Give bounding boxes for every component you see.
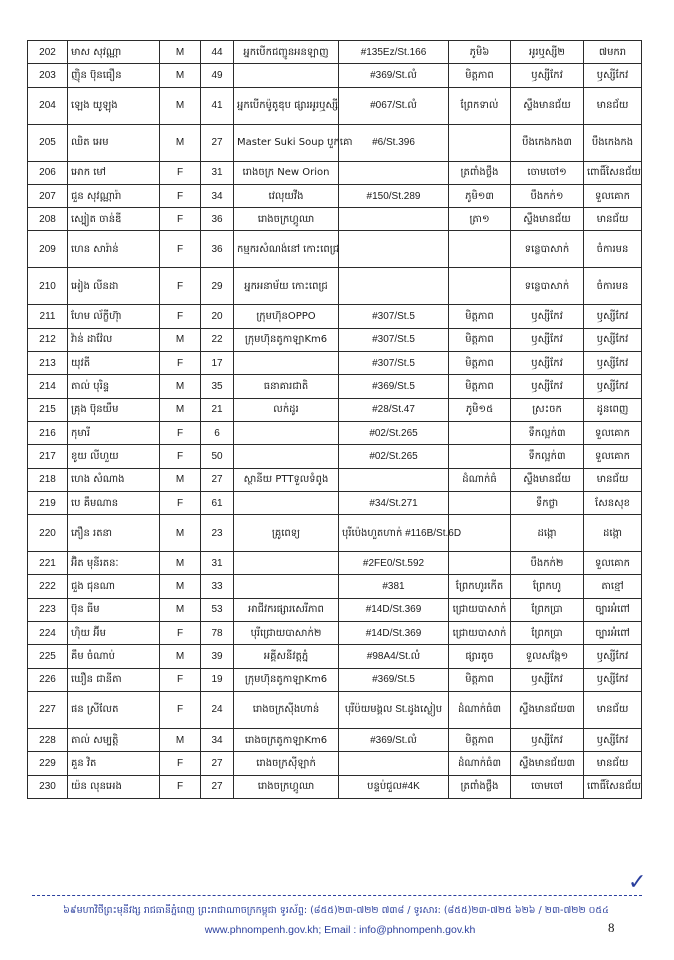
workplace-cell xyxy=(234,552,339,575)
commune-cell: បឹងកេងកង៣ xyxy=(511,124,584,161)
district-cell: សែនសុខ xyxy=(584,491,642,514)
age-cell: 19 xyxy=(201,668,234,691)
sex-cell: F xyxy=(160,305,201,328)
table-row xyxy=(28,184,642,207)
age-cell: 53 xyxy=(201,598,234,621)
house-address-cell xyxy=(339,208,449,231)
village-cell: ព្រែកទាល់ xyxy=(449,87,511,124)
page-number: 8 xyxy=(608,920,615,935)
house-address-cell: #14D/St.369 xyxy=(339,622,449,645)
age-cell: 36 xyxy=(201,231,234,268)
village-cell: មិត្តភាព xyxy=(449,375,511,398)
district-cell: តាខ្មៅ xyxy=(584,575,642,598)
table-row xyxy=(28,305,642,328)
district-cell: ពោធិ៍សែនជ័យ xyxy=(584,775,642,798)
table-row xyxy=(28,124,642,161)
workplace-cell xyxy=(234,352,339,375)
village-cell: ត្រពាំងថ្លឹង xyxy=(449,161,511,184)
table-row xyxy=(28,515,642,552)
table-row xyxy=(28,622,642,645)
village-cell: មិត្តភាព xyxy=(449,328,511,351)
house-address-cell: #98A4/St.លំ xyxy=(339,645,449,668)
age-cell: 31 xyxy=(201,552,234,575)
sex-cell: M xyxy=(160,375,201,398)
sex-cell: F xyxy=(160,622,201,645)
table-row xyxy=(28,691,642,728)
table-row xyxy=(28,352,642,375)
row-number: 209 xyxy=(28,231,68,268)
district-cell: ឫស្សីកែវ xyxy=(584,375,642,398)
commune-cell: ស្ទឹងមានជ័យ៣ xyxy=(511,752,584,775)
commune-cell: អូរឬស្សី២ xyxy=(511,41,584,64)
workplace-cell: ក្រុមហ៊ុនតូកាឡាKm6 xyxy=(234,668,339,691)
house-address-cell: #369/St.5 xyxy=(339,668,449,691)
case-list-table xyxy=(27,40,642,799)
workplace-cell xyxy=(234,575,339,598)
person-name: វ៉ាន់ ដាវ៉ែល xyxy=(68,328,160,351)
house-address-cell: #307/St.5 xyxy=(339,305,449,328)
district-cell: ទួលគោក xyxy=(584,552,642,575)
house-address-cell xyxy=(339,468,449,491)
age-cell: 6 xyxy=(201,421,234,444)
row-number: 225 xyxy=(28,645,68,668)
house-address-cell: #369/St.លំ xyxy=(339,728,449,751)
village-cell: ដំណាក់ធំ xyxy=(449,468,511,491)
age-cell: 17 xyxy=(201,352,234,375)
row-number: 215 xyxy=(28,398,68,421)
village-cell: ភូមិ១៣ xyxy=(449,184,511,207)
sex-cell: F xyxy=(160,752,201,775)
workplace-cell: វេលុយវីង xyxy=(234,184,339,207)
sex-cell: M xyxy=(160,468,201,491)
district-cell: ទួលគោក xyxy=(584,445,642,468)
table-row xyxy=(28,775,642,798)
village-cell xyxy=(449,231,511,268)
house-address-cell: #02/St.265 xyxy=(339,445,449,468)
workplace-cell: អ្នកបើកម៉ូតូឌុប ផ្សារអូរឬស្សី xyxy=(234,87,339,124)
footer-address: ៦៩មហាវិថីព្រះមុនីវង្ស រាជធានីភ្នំពេញ ព្រះរាជាណាចក្រកម្ពុជា ទូរស័ព្ទ: (៨៥៥)២៣-៧២២ ៧៣៨ / ទូរសារ: (៨៥៥)២៣-៧២៥ ៦២៦ / ២៣-៧២២ ០៥៤ xyxy=(63,905,609,916)
person-name: គួន វិត xyxy=(68,752,160,775)
workplace-cell: រោងចក្រហ្គូឈា xyxy=(234,208,339,231)
sex-cell: F xyxy=(160,231,201,268)
table-row xyxy=(28,668,642,691)
house-address-cell: #381 xyxy=(339,575,449,598)
district-cell: ទួលគោក xyxy=(584,184,642,207)
sex-cell: F xyxy=(160,445,201,468)
person-name: យ៉ន លុនអេង xyxy=(68,775,160,798)
row-number: 216 xyxy=(28,421,68,444)
district-cell: ចំការមន xyxy=(584,268,642,305)
sex-cell: F xyxy=(160,268,201,305)
workplace-cell: ក្រុមហ៊ុនOPPO xyxy=(234,305,339,328)
row-number: 218 xyxy=(28,468,68,491)
sex-cell: F xyxy=(160,491,201,514)
village-cell: មិត្តភាព xyxy=(449,305,511,328)
village-cell xyxy=(449,268,511,305)
house-address-cell: #369/St.លំ xyxy=(339,64,449,87)
person-name: ហែម ល័ក្ខីហ៊ុា xyxy=(68,305,160,328)
age-cell: 39 xyxy=(201,645,234,668)
workplace-cell xyxy=(234,64,339,87)
house-address-cell xyxy=(339,231,449,268)
person-name: ជួន សុវណ្ណារ៉ា xyxy=(68,184,160,207)
village-cell xyxy=(449,552,511,575)
sex-cell: F xyxy=(160,668,201,691)
workplace-cell: ស្ថានីយ PTTទួលទំពូង xyxy=(234,468,339,491)
row-number: 204 xyxy=(28,87,68,124)
village-cell: ជ្រោយបាសាក់ xyxy=(449,598,511,621)
village-cell: ភូមិ៦ xyxy=(449,41,511,64)
village-cell: ព្រែកហូរកើត xyxy=(449,575,511,598)
district-cell: ចំការមន xyxy=(584,231,642,268)
commune-cell: ព្រែកហូ xyxy=(511,575,584,598)
sex-cell: M xyxy=(160,515,201,552)
age-cell: 22 xyxy=(201,328,234,351)
footer-website: www.phnompenh.gov.kh; Email : info@phnompenh.gov.kh xyxy=(204,924,476,936)
person-name: ហ៊ិយ អ៊ីម xyxy=(68,622,160,645)
person-name: ផន ស្រីលែត xyxy=(68,691,160,728)
person-name: តាល់ សម្បត្តិ xyxy=(68,728,160,751)
commune-cell: ទន្លេបាសាក់ xyxy=(511,231,584,268)
table-row xyxy=(28,328,642,351)
person-name: កុមារី xyxy=(68,421,160,444)
village-cell: ជ្រោយបាសាក់ xyxy=(449,622,511,645)
village-cell: ត្រពាំងថ្លឹង xyxy=(449,775,511,798)
district-cell: ឫស្សីកែវ xyxy=(584,352,642,375)
house-address-cell: #135Ez/St.166 xyxy=(339,41,449,64)
table-row xyxy=(28,598,642,621)
sex-cell: M xyxy=(160,552,201,575)
person-name: យុវតី xyxy=(68,352,160,375)
commune-cell: ទន្លេបាសាក់ xyxy=(511,268,584,305)
house-address-cell: #6/St.396 xyxy=(339,124,449,161)
age-cell: 34 xyxy=(201,184,234,207)
house-address-cell: #2FE0/St.592 xyxy=(339,552,449,575)
age-cell: 23 xyxy=(201,515,234,552)
commune-cell: ឫស្សីកែវ xyxy=(511,728,584,751)
age-cell: 33 xyxy=(201,575,234,598)
district-cell: ដូនពេញ xyxy=(584,398,642,421)
commune-cell: ឫស្សីកែវ xyxy=(511,64,584,87)
age-cell: 27 xyxy=(201,752,234,775)
commune-cell: ព្រែកប្រា xyxy=(511,598,584,621)
age-cell: 41 xyxy=(201,87,234,124)
district-cell: មានជ័យ xyxy=(584,691,642,728)
person-name: គឹម ចំណាប់ xyxy=(68,645,160,668)
person-name: គ្រុង ប៊ុនយឹម xyxy=(68,398,160,421)
commune-cell: ចោមចៅ១ xyxy=(511,161,584,184)
row-number: 203 xyxy=(28,64,68,87)
row-number: 217 xyxy=(28,445,68,468)
district-cell: មានជ័យ xyxy=(584,468,642,491)
table-row xyxy=(28,552,642,575)
district-cell: ច្បារអំពៅ xyxy=(584,598,642,621)
table-row xyxy=(28,208,642,231)
age-cell: 27 xyxy=(201,124,234,161)
workplace-cell: អគ្គីសនីវត្តភ្នំ xyxy=(234,645,339,668)
table-row xyxy=(28,575,642,598)
village-cell xyxy=(449,421,511,444)
table-row xyxy=(28,375,642,398)
sex-cell: F xyxy=(160,184,201,207)
person-name: មាស សុវណ្ណា xyxy=(68,41,160,64)
house-address-cell xyxy=(339,161,449,184)
village-cell: ភូមិ១៥ xyxy=(449,398,511,421)
commune-cell: ស្រះចក xyxy=(511,398,584,421)
sex-cell: F xyxy=(160,161,201,184)
workplace-cell: រោងចក្រស៊ីឡាក់ xyxy=(234,752,339,775)
commune-cell: ឫស្សីកែវ xyxy=(511,352,584,375)
table-row xyxy=(28,491,642,514)
village-cell xyxy=(449,445,511,468)
footer-divider xyxy=(32,895,642,896)
row-number: 207 xyxy=(28,184,68,207)
person-name: ប៊ុន ធីម xyxy=(68,598,160,621)
table-row xyxy=(28,87,642,124)
sex-cell: M xyxy=(160,124,201,161)
age-cell: 35 xyxy=(201,375,234,398)
commune-cell: ព្រែកប្រា xyxy=(511,622,584,645)
commune-cell: ស្ទឹងមានជ័យ xyxy=(511,468,584,491)
house-address-cell: #067/St.លំ xyxy=(339,87,449,124)
footer-mark-icon: ✓ xyxy=(628,870,647,895)
row-number: 226 xyxy=(28,668,68,691)
row-number: 227 xyxy=(28,691,68,728)
commune-cell: ដង្កោ xyxy=(511,515,584,552)
person-name: ហេង សំណាង xyxy=(68,468,160,491)
commune-cell: ឫស្សីកែវ xyxy=(511,305,584,328)
age-cell: 50 xyxy=(201,445,234,468)
person-name: ភឿន រតនា xyxy=(68,515,160,552)
table-row xyxy=(28,445,642,468)
house-address-cell: #369/St.5 xyxy=(339,375,449,398)
commune-cell: ទឹកល្អក់៣ xyxy=(511,421,584,444)
district-cell: ដង្កោ xyxy=(584,515,642,552)
age-cell: 34 xyxy=(201,728,234,751)
workplace-cell: គ្រូពេទ្យ xyxy=(234,515,339,552)
sex-cell: M xyxy=(160,598,201,621)
person-name: ញ៉ិន ប៊ុនធឿន xyxy=(68,64,160,87)
age-cell: 20 xyxy=(201,305,234,328)
district-cell: ច្បារអំពៅ xyxy=(584,622,642,645)
person-name: អោក មៅ xyxy=(68,161,160,184)
district-cell: ឫស្សីកែវ xyxy=(584,728,642,751)
person-name: ឃឿន ជានីតា xyxy=(68,668,160,691)
house-address-cell: បន្ទប់ជួល#4K xyxy=(339,775,449,798)
commune-cell: បឹងកក់២ xyxy=(511,552,584,575)
row-number: 206 xyxy=(28,161,68,184)
house-address-cell: #150/St.289 xyxy=(339,184,449,207)
table-row xyxy=(28,64,642,87)
sex-cell: F xyxy=(160,775,201,798)
district-cell: ពោធិ៍សែនជ័យ xyxy=(584,161,642,184)
house-address-cell: #34/St.271 xyxy=(339,491,449,514)
district-cell: មានជ័យ xyxy=(584,87,642,124)
age-cell: 61 xyxy=(201,491,234,514)
workplace-cell: អ្នកបើកជញ្ជូនអនឡាញ xyxy=(234,41,339,64)
district-cell: ឫស្សីកែវ xyxy=(584,668,642,691)
age-cell: 36 xyxy=(201,208,234,231)
commune-cell: ស្ទឹងមានជ័យ xyxy=(511,208,584,231)
table-body xyxy=(28,41,642,799)
house-address-cell: #28/St.47 xyxy=(339,398,449,421)
workplace-cell: អាជីវករផ្សារសេរីភាព xyxy=(234,598,339,621)
row-number: 212 xyxy=(28,328,68,351)
person-name: ខូយ លីហួយ xyxy=(68,445,160,468)
district-cell: បឹងកេងកង xyxy=(584,124,642,161)
commune-cell: បឹងកក់១ xyxy=(511,184,584,207)
sex-cell: F xyxy=(160,208,201,231)
workplace-cell: កម្មករសំណង់នៅ កោះពេជ្រ xyxy=(234,231,339,268)
village-cell: មិត្តភាព xyxy=(449,64,511,87)
table-row xyxy=(28,41,642,64)
commune-cell: ទឹកល្អក់៣ xyxy=(511,445,584,468)
row-number: 224 xyxy=(28,622,68,645)
commune-cell: ឫស្សីកែវ xyxy=(511,328,584,351)
village-cell: មិត្តភាព xyxy=(449,352,511,375)
sex-cell: F xyxy=(160,352,201,375)
workplace-cell: រោងចក្រតូកាឡាKm6 xyxy=(234,728,339,751)
table-row xyxy=(28,752,642,775)
house-address-cell: បុរីប៉េងហួតហាក់ #116B/St.6D xyxy=(339,515,449,552)
row-number: 222 xyxy=(28,575,68,598)
district-cell: ឫស្សីកែវ xyxy=(584,305,642,328)
table-row xyxy=(28,161,642,184)
house-address-cell xyxy=(339,268,449,305)
village-cell: ផ្សារតូច xyxy=(449,645,511,668)
table-row xyxy=(28,268,642,305)
age-cell: 78 xyxy=(201,622,234,645)
person-name: ឡេង យូឡុង xyxy=(68,87,160,124)
commune-cell: ទឹកថ្លា xyxy=(511,491,584,514)
workplace-cell xyxy=(234,421,339,444)
row-number: 211 xyxy=(28,305,68,328)
row-number: 220 xyxy=(28,515,68,552)
district-cell: មានជ័យ xyxy=(584,752,642,775)
person-name: ឈិត អេម xyxy=(68,124,160,161)
district-cell: ឫស្សីកែវ xyxy=(584,645,642,668)
age-cell: 29 xyxy=(201,268,234,305)
commune-cell: ឫស្សីកែវ xyxy=(511,668,584,691)
sex-cell: M xyxy=(160,645,201,668)
row-number: 230 xyxy=(28,775,68,798)
age-cell: 31 xyxy=(201,161,234,184)
table-row xyxy=(28,728,642,751)
person-name: តាល់ បុរិន្ទ xyxy=(68,375,160,398)
row-number: 221 xyxy=(28,552,68,575)
commune-cell: ស្ទឹងមានជ័យ៣ xyxy=(511,691,584,728)
house-address-cell: បុរីប៉យមង្គល St.ដូងស្ងៀប xyxy=(339,691,449,728)
workplace-cell xyxy=(234,491,339,514)
workplace-cell: ធនាគារជាតិ xyxy=(234,375,339,398)
table-row xyxy=(28,421,642,444)
age-cell: 27 xyxy=(201,775,234,798)
workplace-cell: រោងចក្រ New Orion xyxy=(234,161,339,184)
workplace-cell: Master Suki Soup បួកគោ xyxy=(234,124,339,161)
district-cell: ទួលគោក xyxy=(584,421,642,444)
sex-cell: M xyxy=(160,575,201,598)
workplace-cell: រោងចក្រស៊ីងហាន់ xyxy=(234,691,339,728)
house-address-cell: #307/St.5 xyxy=(339,352,449,375)
sex-cell: M xyxy=(160,398,201,421)
person-name: អៀង លីនដា xyxy=(68,268,160,305)
workplace-cell: ក្រុមហ៊ុនតូកាឡាKm6 xyxy=(234,328,339,351)
person-name: បេ គឹមណាន xyxy=(68,491,160,514)
age-cell: 24 xyxy=(201,691,234,728)
sex-cell: M xyxy=(160,728,201,751)
house-address-cell xyxy=(339,752,449,775)
village-cell: មិត្តភាព xyxy=(449,728,511,751)
sex-cell: F xyxy=(160,691,201,728)
row-number: 229 xyxy=(28,752,68,775)
commune-cell: ចោមចៅ xyxy=(511,775,584,798)
table-row xyxy=(28,398,642,421)
age-cell: 49 xyxy=(201,64,234,87)
table-row xyxy=(28,231,642,268)
age-cell: 21 xyxy=(201,398,234,421)
table-row xyxy=(28,468,642,491)
district-cell: ឫស្សីកែវ xyxy=(584,328,642,351)
workplace-cell: បុរីជ្រោយបាសាក់២ xyxy=(234,622,339,645)
sex-cell: M xyxy=(160,87,201,124)
person-name: អ៊ិត មុនីរតនៈ xyxy=(68,552,160,575)
commune-cell: ស្ទឹងមានជ័យ xyxy=(511,87,584,124)
row-number: 219 xyxy=(28,491,68,514)
row-number: 214 xyxy=(28,375,68,398)
district-cell: មានជ័យ xyxy=(584,208,642,231)
workplace-cell xyxy=(234,445,339,468)
sex-cell: M xyxy=(160,328,201,351)
person-name: ស្បៀត ចាន់ឌី xyxy=(68,208,160,231)
age-cell: 44 xyxy=(201,41,234,64)
district-cell: ៧មករា xyxy=(584,41,642,64)
district-cell: ឫស្សីកែវ xyxy=(584,64,642,87)
village-cell: ត្រា១ xyxy=(449,208,511,231)
village-cell: មិត្តភាព xyxy=(449,668,511,691)
commune-cell: ឫស្សីកែវ xyxy=(511,375,584,398)
house-address-cell: #14D/St.369 xyxy=(339,598,449,621)
sex-cell: F xyxy=(160,421,201,444)
table-row xyxy=(28,645,642,668)
row-number: 228 xyxy=(28,728,68,751)
workplace-cell: អ្នកអនាម័យ កោះពេជ្រ xyxy=(234,268,339,305)
row-number: 205 xyxy=(28,124,68,161)
sex-cell: M xyxy=(160,41,201,64)
sex-cell: M xyxy=(160,64,201,87)
age-cell: 27 xyxy=(201,468,234,491)
row-number: 223 xyxy=(28,598,68,621)
workplace-cell: លក់ដូរ xyxy=(234,398,339,421)
village-cell xyxy=(449,124,511,161)
row-number: 208 xyxy=(28,208,68,231)
village-cell: ដំណាក់ធំ៣ xyxy=(449,752,511,775)
commune-cell: ទួលសង្កែ១ xyxy=(511,645,584,668)
house-address-cell: #02/St.265 xyxy=(339,421,449,444)
person-name: ហេន សារ៉ាន់ xyxy=(68,231,160,268)
person-name: ជួង ជុនណា xyxy=(68,575,160,598)
workplace-cell: រោងចក្រហ្គូឈា xyxy=(234,775,339,798)
row-number: 210 xyxy=(28,268,68,305)
row-number: 202 xyxy=(28,41,68,64)
house-address-cell: #307/St.5 xyxy=(339,328,449,351)
village-cell xyxy=(449,491,511,514)
village-cell: ដំណាក់ធំ៣ xyxy=(449,691,511,728)
row-number: 213 xyxy=(28,352,68,375)
